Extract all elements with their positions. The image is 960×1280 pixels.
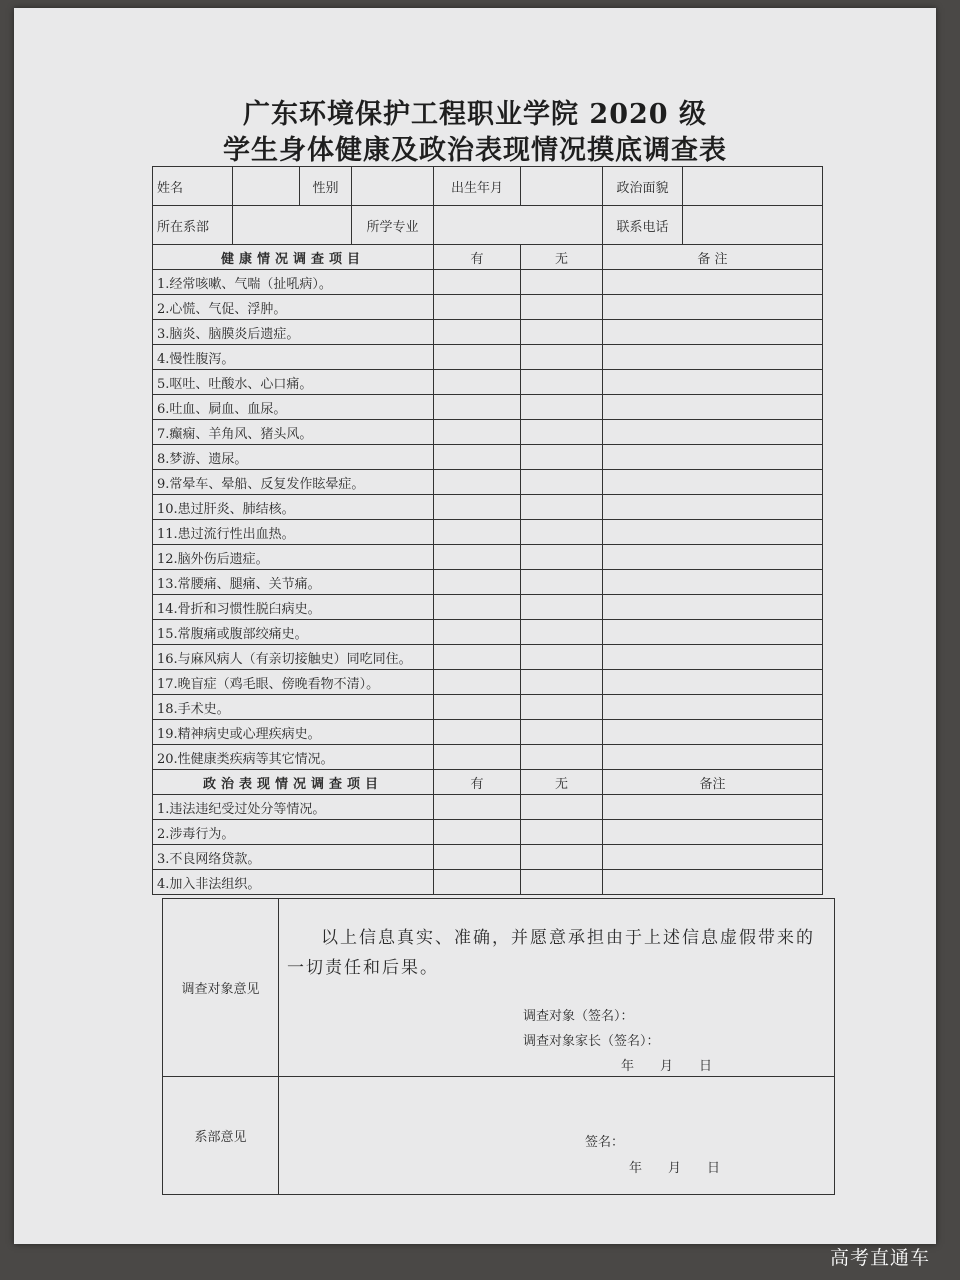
politics-header-row: [153, 770, 823, 795]
health-note-cell[interactable]: [603, 670, 823, 695]
health-note-cell[interactable]: [603, 420, 823, 445]
health-yes-cell[interactable]: [434, 545, 521, 570]
health-item-label: 18.手术史。: [153, 695, 434, 720]
health-yes-cell[interactable]: [434, 620, 521, 645]
health-row: [153, 720, 823, 745]
subject-signature-line: 调查对象（签名）：: [523, 1009, 634, 1024]
health-row: [153, 595, 823, 620]
health-row: [153, 520, 823, 545]
health-item-label: 20.性健康类疾病等其它情况。: [153, 745, 434, 770]
health-item-label: 17.晚盲症（鸡毛眼、傍晚看物不清）。: [153, 670, 434, 695]
health-item-label: 11.患过流行性出血热。: [153, 520, 434, 545]
health-note-cell[interactable]: [603, 545, 823, 570]
health-item-label: 12.脑外伤后遗症。: [153, 545, 434, 570]
health-no-cell[interactable]: [521, 370, 603, 395]
politics-no-cell[interactable]: [521, 820, 603, 845]
health-item-label: 10.患过肝炎、肺结核。: [153, 495, 434, 520]
health-note-cell[interactable]: [603, 470, 823, 495]
health-note-header: 备 注: [603, 245, 823, 270]
health-note-cell[interactable]: [603, 745, 823, 770]
health-yes-cell[interactable]: [434, 470, 521, 495]
health-no-cell[interactable]: [521, 420, 603, 445]
health-no-cell[interactable]: [521, 745, 603, 770]
health-note-cell[interactable]: [603, 320, 823, 345]
department-field[interactable]: [233, 206, 352, 245]
health-item-label: 14.骨折和习惯性脱臼病史。: [153, 595, 434, 620]
health-row: [153, 670, 823, 695]
political-field[interactable]: [683, 167, 823, 206]
health-note-cell[interactable]: [603, 520, 823, 545]
health-note-cell[interactable]: [603, 720, 823, 745]
health-row: [153, 295, 823, 320]
politics-yes-cell[interactable]: [434, 845, 521, 870]
politics-header: 政治表现情况调查项目: [153, 770, 434, 795]
department-label: 所在系部: [153, 206, 233, 245]
dept-opinion-label: 系部意见: [163, 1077, 279, 1195]
health-yes-cell[interactable]: [434, 720, 521, 745]
gender-label: 性别: [300, 167, 352, 206]
health-no-cell[interactable]: [521, 295, 603, 320]
health-yes-cell[interactable]: [434, 570, 521, 595]
health-item-label: 7.癫痫、羊角风、猪头风。: [153, 420, 434, 445]
health-item-label: 8.梦游、遗尿。: [153, 445, 434, 470]
health-row: [153, 620, 823, 645]
opinion-table: [162, 898, 835, 1195]
dept-opinion-row: [163, 1077, 835, 1195]
health-yes-cell[interactable]: [434, 395, 521, 420]
politics-yes-header: 有: [434, 770, 521, 795]
health-no-cell[interactable]: [521, 395, 603, 420]
health-note-cell[interactable]: [603, 695, 823, 720]
health-row: [153, 645, 823, 670]
subject-date: 年 月 日: [621, 1059, 713, 1074]
health-item-label: 15.常腹痛或腹部绞痛史。: [153, 620, 434, 645]
subject-opinion-row: [163, 899, 835, 1077]
health-yes-cell[interactable]: [434, 670, 521, 695]
form-title-line2: 学生身体健康及政治表现情况摸底调查表: [223, 135, 727, 166]
watermark-text: 高考直通车: [829, 1247, 930, 1269]
phone-label: 联系电话: [603, 206, 683, 245]
health-row: [153, 495, 823, 520]
info-row-2: [153, 206, 823, 245]
health-item-label: 9.常晕车、晕船、反复发作眩晕症。: [153, 470, 434, 495]
survey-table: [152, 166, 823, 895]
politics-item-label: 2.涉毒行为。: [153, 820, 434, 845]
subject-opinion-label: 调查对象意见: [163, 899, 279, 1077]
politics-note-header: 备注: [603, 770, 823, 795]
health-item-label: 16.与麻风病人（有亲切接触史）同吃同住。: [153, 645, 434, 670]
health-no-cell[interactable]: [521, 445, 603, 470]
birth-field[interactable]: [521, 167, 603, 206]
health-row: [153, 745, 823, 770]
health-note-cell[interactable]: [603, 270, 823, 295]
health-no-cell[interactable]: [521, 695, 603, 720]
parent-signature-line: 调查对象家长（签名）：: [523, 1034, 660, 1049]
health-item-label: 3.脑炎、脑膜炎后遗症。: [153, 320, 434, 345]
health-row: [153, 420, 823, 445]
politics-row: [153, 845, 823, 870]
declaration-text: 以上信息真实、准确，并愿意承担由于上述信息虚假带来的一切责任和后果。: [287, 928, 815, 978]
politics-yes-cell[interactable]: [434, 795, 521, 820]
health-row: [153, 270, 823, 295]
politics-note-cell[interactable]: [603, 870, 823, 895]
name-field[interactable]: [233, 167, 300, 206]
politics-no-cell[interactable]: [521, 795, 603, 820]
health-yes-cell[interactable]: [434, 645, 521, 670]
birth-label: 出生年月: [434, 167, 521, 206]
phone-field[interactable]: [683, 206, 823, 245]
political-label: 政治面貌: [603, 167, 683, 206]
health-no-cell[interactable]: [521, 720, 603, 745]
politics-row: [153, 820, 823, 845]
health-note-cell[interactable]: [603, 495, 823, 520]
health-note-cell[interactable]: [603, 595, 823, 620]
health-row: [153, 345, 823, 370]
health-yes-cell[interactable]: [434, 520, 521, 545]
politics-no-cell[interactable]: [521, 870, 603, 895]
politics-items: [153, 795, 823, 895]
politics-row: [153, 870, 823, 895]
health-row: [153, 395, 823, 420]
health-row: [153, 695, 823, 720]
politics-item-label: 4.加入非法组织。: [153, 870, 434, 895]
health-yes-cell[interactable]: [434, 370, 521, 395]
health-note-cell[interactable]: [603, 345, 823, 370]
health-header: 健康情况调查项目: [153, 245, 434, 270]
politics-item-label: 3.不良网络贷款。: [153, 845, 434, 870]
politics-note-cell[interactable]: [603, 795, 823, 820]
health-yes-cell[interactable]: [434, 270, 521, 295]
health-note-cell[interactable]: [603, 445, 823, 470]
health-note-cell[interactable]: [603, 370, 823, 395]
health-yes-cell[interactable]: [434, 420, 521, 445]
politics-no-header: 无: [521, 770, 603, 795]
dept-signature-line: 签名：: [585, 1135, 625, 1150]
health-no-header: 无: [521, 245, 603, 270]
health-item-label: 2.心慌、气促、浮肿。: [153, 295, 434, 320]
health-row: [153, 545, 823, 570]
health-no-cell[interactable]: [521, 320, 603, 345]
health-item-label: 1.经常咳嗽、气喘（扯吼病）。: [153, 270, 434, 295]
health-item-label: 4.慢性腹泻。: [153, 345, 434, 370]
health-yes-cell[interactable]: [434, 495, 521, 520]
health-item-label: 13.常腰痛、腿痛、关节痛。: [153, 570, 434, 595]
subject-opinion-box[interactable]: [279, 899, 835, 1077]
health-yes-cell[interactable]: [434, 695, 521, 720]
paper-sheet: [14, 8, 936, 1244]
health-item-label: 19.精神病史或心理疾病史。: [153, 720, 434, 745]
politics-yes-cell[interactable]: [434, 820, 521, 845]
health-yes-cell[interactable]: [434, 295, 521, 320]
politics-no-cell[interactable]: [521, 845, 603, 870]
politics-row: [153, 795, 823, 820]
health-no-cell[interactable]: [521, 570, 603, 595]
health-yes-header: 有: [434, 245, 521, 270]
health-row: [153, 320, 823, 345]
health-note-cell[interactable]: [603, 620, 823, 645]
dept-opinion-box[interactable]: [279, 1077, 835, 1195]
name-label: 姓名: [153, 167, 233, 206]
health-note-cell[interactable]: [603, 295, 823, 320]
health-yes-cell[interactable]: [434, 345, 521, 370]
health-no-cell[interactable]: [521, 645, 603, 670]
major-label: 所学专业: [352, 206, 434, 245]
health-no-cell[interactable]: [521, 270, 603, 295]
health-item-label: 6.吐血、屙血、血尿。: [153, 395, 434, 420]
health-no-cell[interactable]: [521, 620, 603, 645]
health-header-row: [153, 245, 823, 270]
health-no-cell[interactable]: [521, 670, 603, 695]
dept-date: 年 月 日: [629, 1161, 721, 1176]
health-item-label: 5.呕吐、吐酸水、心口痛。: [153, 370, 434, 395]
politics-item-label: 1.违法违纪受过处分等情况。: [153, 795, 434, 820]
health-no-cell[interactable]: [521, 520, 603, 545]
info-row-1: [153, 167, 823, 206]
health-no-cell[interactable]: [521, 470, 603, 495]
health-note-cell[interactable]: [603, 645, 823, 670]
health-yes-cell[interactable]: [434, 320, 521, 345]
politics-note-cell[interactable]: [603, 845, 823, 870]
gender-field[interactable]: [352, 167, 434, 206]
health-no-cell[interactable]: [521, 495, 603, 520]
health-yes-cell[interactable]: [434, 445, 521, 470]
health-row: [153, 470, 823, 495]
health-yes-cell[interactable]: [434, 595, 521, 620]
form-title-line1: 广东环境保护工程职业学院 2020 级: [243, 99, 707, 130]
health-no-cell[interactable]: [521, 345, 603, 370]
politics-yes-cell[interactable]: [434, 870, 521, 895]
health-items: [153, 270, 823, 770]
health-row: [153, 370, 823, 395]
health-yes-cell[interactable]: [434, 745, 521, 770]
health-no-cell[interactable]: [521, 545, 603, 570]
health-row: [153, 570, 823, 595]
health-no-cell[interactable]: [521, 595, 603, 620]
health-row: [153, 445, 823, 470]
health-note-cell[interactable]: [603, 395, 823, 420]
major-field[interactable]: [434, 206, 603, 245]
politics-note-cell[interactable]: [603, 820, 823, 845]
health-note-cell[interactable]: [603, 570, 823, 595]
